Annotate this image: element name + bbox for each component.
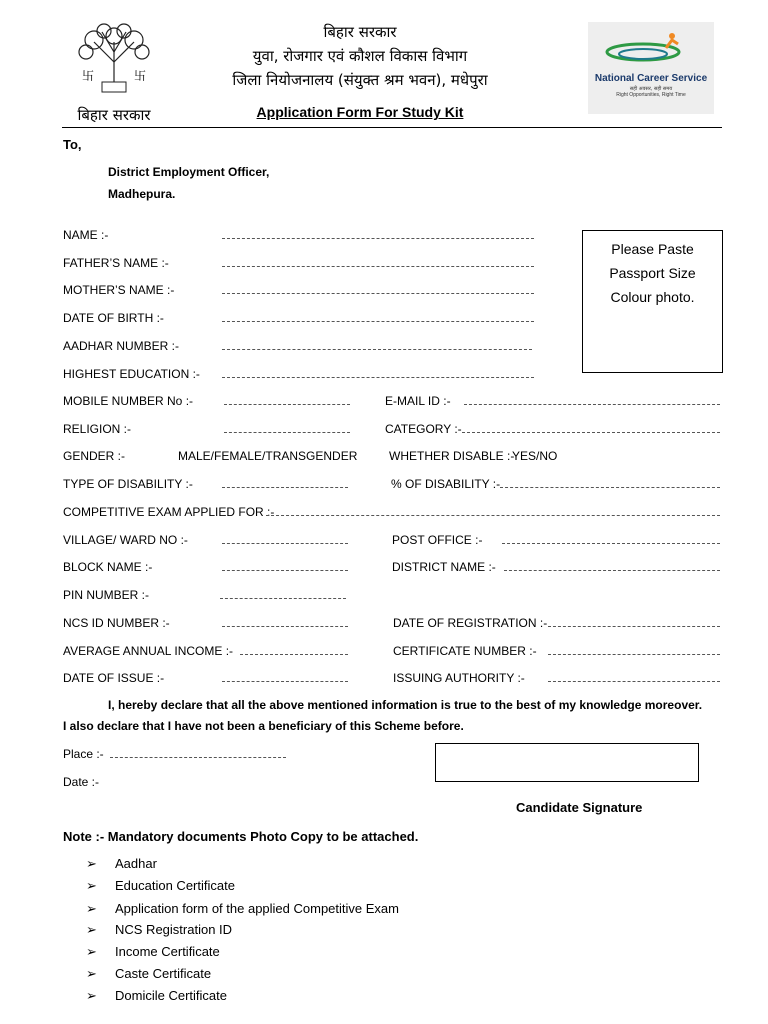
village-field[interactable]	[222, 543, 348, 544]
cert-no-field[interactable]	[548, 654, 720, 655]
disability-type-label: TYPE OF DISABILITY :-	[63, 477, 193, 491]
list-item	[86, 878, 97, 894]
education-label: HIGHEST EDUCATION :-	[63, 367, 200, 381]
declaration-line1: I, hereby declare that all the above mentioned information is true to the best of my knowledge moreover.	[108, 698, 703, 712]
aadhar-label: AADHAR NUMBER :-	[63, 339, 180, 353]
arrow-bullet-icon: ➢	[86, 988, 97, 1003]
email-field[interactable]	[464, 404, 720, 405]
list-item	[86, 988, 97, 1004]
emblem-caption: बिहार सरकार	[77, 106, 151, 124]
education-field[interactable]	[222, 377, 534, 378]
arrow-bullet-icon: ➢	[86, 878, 97, 893]
district-field[interactable]	[504, 570, 720, 571]
place-label: Place :-	[63, 747, 104, 761]
document-item-income: Income Certificate	[115, 944, 220, 959]
mobile-field[interactable]	[224, 404, 350, 405]
category-label: CATEGORY :-	[385, 422, 462, 436]
signature-box[interactable]	[435, 743, 699, 782]
arrow-bullet-icon: ➢	[86, 966, 97, 981]
arrow-bullet-icon: ➢	[86, 856, 97, 871]
bihar-emblem	[64, 22, 164, 124]
pin-label: PIN NUMBER :-	[63, 588, 150, 602]
cert-no-label: CERTIFICATE NUMBER :-	[393, 644, 537, 658]
father-name-label: FATHER’S NAME :-	[63, 256, 169, 270]
reg-date-field[interactable]	[548, 626, 720, 627]
dob-label: DATE OF BIRTH :-	[63, 311, 164, 325]
date-label: Date :-	[63, 775, 100, 789]
place-field[interactable]	[110, 757, 286, 758]
reg-date-label: DATE OF REGISTRATION :-	[393, 616, 548, 630]
name-label: NAME :-	[63, 228, 109, 242]
ncs-tagline-english: Right Opportunities, Right Time	[616, 92, 686, 98]
addressee-line2: Madhepura.	[108, 187, 176, 201]
arrow-bullet-icon: ➢	[86, 901, 97, 916]
post-office-label: POST OFFICE :-	[392, 533, 483, 547]
issue-date-label: DATE OF ISSUE :-	[63, 671, 165, 685]
list-item	[86, 966, 97, 982]
document-item-ncs: NCS Registration ID	[115, 922, 233, 937]
list-item	[86, 922, 97, 938]
mobile-label: MOBILE NUMBER No :-	[63, 394, 194, 408]
arrow-bullet-icon: ➢	[86, 944, 97, 959]
note-title: Note :- Mandatory documents Photo Copy to be attached.	[63, 829, 419, 844]
ncs-tagline-hindi: सही अवसर, सही समय	[629, 86, 673, 92]
document-item-exam-form: Application form of the applied Competitive Exam	[115, 901, 399, 916]
header-line3: जिला नियोजनालय (संयुक्त श्रम भवन), मधेपुरा	[232, 71, 488, 89]
header-divider	[62, 127, 722, 128]
block-label: BLOCK NAME :-	[63, 560, 153, 574]
tree-emblem-icon	[64, 22, 164, 100]
name-field[interactable]	[222, 238, 534, 239]
list-item	[86, 901, 97, 917]
religion-field[interactable]	[224, 432, 350, 433]
village-label: VILLAGE/ WARD NO :-	[63, 533, 188, 547]
dob-field[interactable]	[222, 321, 534, 322]
list-item	[86, 856, 97, 872]
document-item-caste: Caste Certificate	[115, 966, 212, 981]
exam-field[interactable]	[266, 515, 720, 516]
district-label: DISTRICT NAME :-	[392, 560, 496, 574]
signature-label: Candidate Signature	[516, 800, 643, 815]
income-field[interactable]	[240, 654, 348, 655]
income-label: AVERAGE ANNUAL INCOME :-	[63, 644, 234, 658]
ncs-swoosh-icon	[588, 22, 714, 68]
gender-options[interactable]: MALE/FEMALE/TRANSGENDER	[178, 449, 358, 463]
document-item-domicile: Domicile Certificate	[115, 988, 227, 1003]
category-field[interactable]	[462, 432, 720, 433]
to-label: To,	[63, 137, 82, 152]
disable-label: WHETHER DISABLE :-	[389, 449, 515, 463]
pin-field[interactable]	[220, 598, 346, 599]
declaration-line2: I also declare that I have not been a beneficiary of this Scheme before.	[63, 719, 464, 733]
authority-label: ISSUING AUTHORITY :-	[393, 671, 525, 685]
list-item	[86, 944, 97, 960]
photo-box-line3: Colour photo.	[610, 289, 695, 305]
ncs-logo	[588, 22, 714, 114]
photo-box-line1: Please Paste	[611, 241, 694, 257]
addressee-line1: District Employment Officer,	[108, 165, 270, 179]
mother-name-field[interactable]	[222, 293, 534, 294]
document-item-education: Education Certificate	[115, 878, 235, 893]
header-line2: युवा, रोजगार एवं कौशल विकास विभाग	[252, 47, 468, 65]
ncs-name: National Career Service	[594, 73, 708, 84]
aadhar-field[interactable]	[222, 349, 532, 350]
disability-pct-label: % OF DISABILITY :-	[391, 477, 501, 491]
post-office-field[interactable]	[502, 543, 720, 544]
mother-name-label: MOTHER’S NAME :-	[63, 283, 175, 297]
email-label: E-MAIL ID :-	[385, 394, 451, 408]
exam-label: COMPETITIVE EXAM APPLIED FOR :-	[63, 505, 275, 519]
father-name-field[interactable]	[222, 266, 534, 267]
header-line1: बिहार सरकार	[323, 23, 397, 41]
block-field[interactable]	[222, 570, 348, 571]
page-title: Application Form For Study Kit	[256, 104, 464, 120]
religion-label: RELIGION :-	[63, 422, 132, 436]
document-item-aadhar: Aadhar	[115, 856, 157, 871]
arrow-bullet-icon: ➢	[86, 922, 97, 937]
svg-text:卐: 卐	[134, 69, 147, 83]
svg-text:卐: 卐	[82, 69, 95, 83]
disability-pct-field[interactable]	[500, 487, 720, 488]
photo-box[interactable]	[582, 230, 723, 373]
ncs-id-label: NCS ID NUMBER :-	[63, 616, 170, 630]
disability-type-field[interactable]	[222, 487, 348, 488]
ncs-id-field[interactable]	[222, 626, 348, 627]
gender-label: GENDER :-	[63, 449, 126, 463]
photo-box-line2: Passport Size	[609, 265, 696, 281]
disable-options[interactable]: YES/NO	[512, 449, 558, 463]
authority-field[interactable]	[548, 681, 720, 682]
issue-date-field[interactable]	[222, 681, 348, 682]
